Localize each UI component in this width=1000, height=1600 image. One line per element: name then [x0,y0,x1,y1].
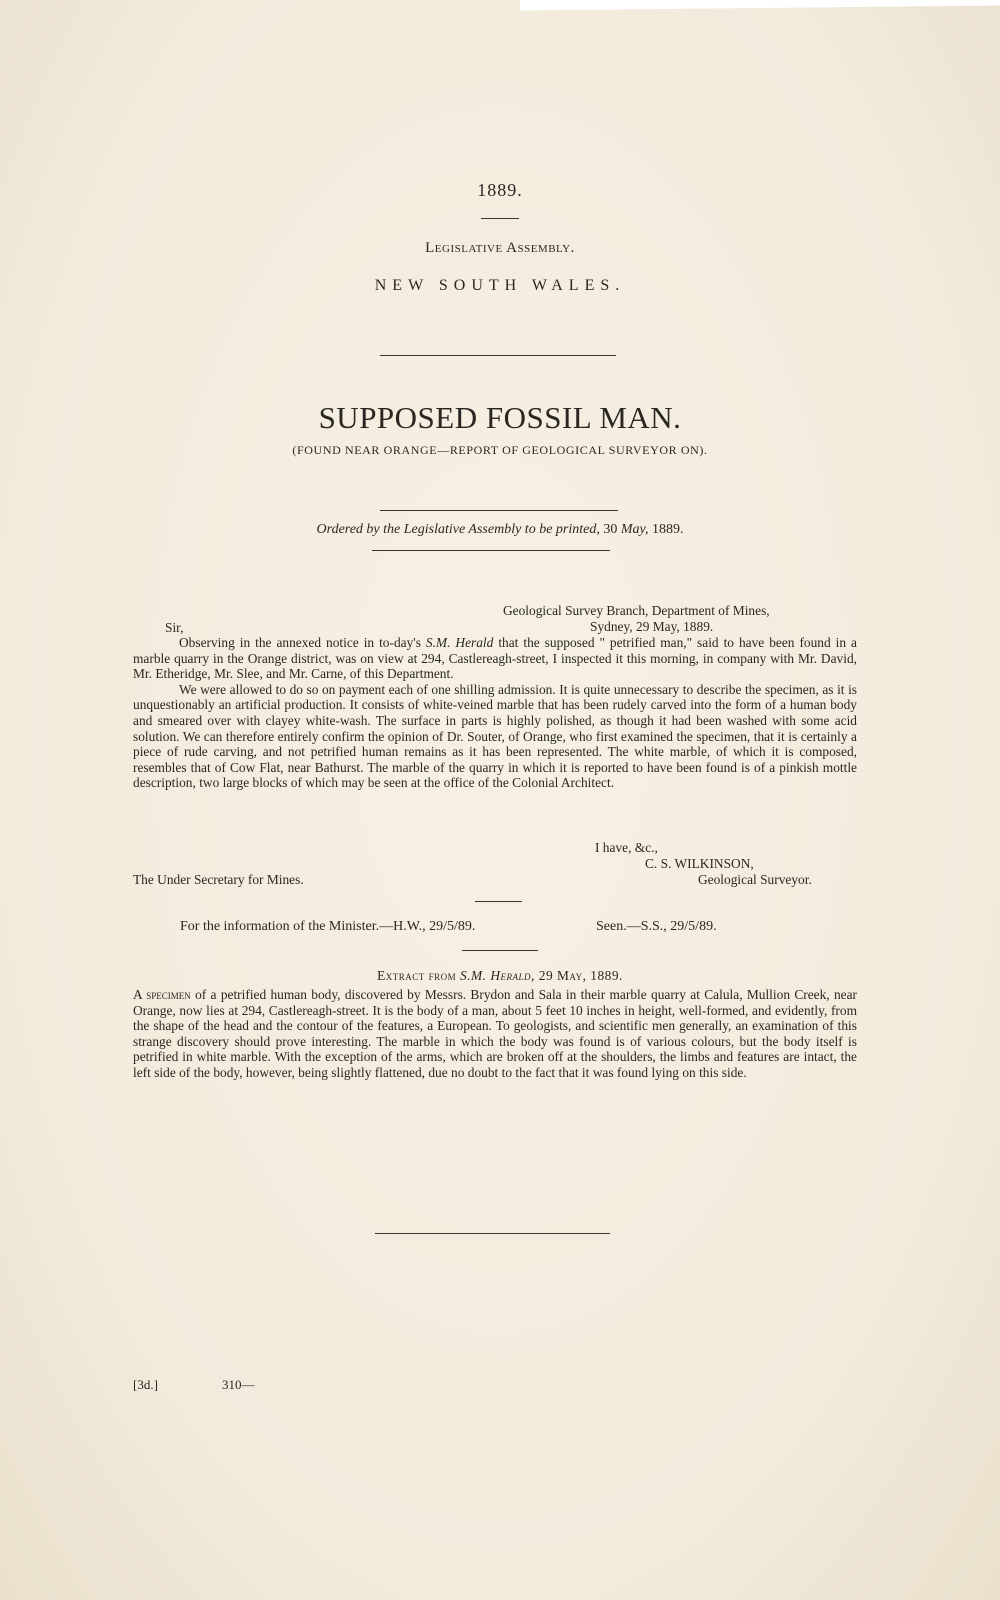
salutation: Sir, [165,620,184,635]
order-year: 1889. [651,522,684,537]
price-mark: [3d.] [133,1377,158,1392]
signer-title: Geological Surveyor. [698,872,812,887]
newspaper-name: S.M. Herald [425,635,494,650]
printing-order [0,522,1000,538]
extract-paragraph: A specimen of a petrified human body, discovered by Messrs. Brydon and Sala in their marble quarry at Calula, Mullion Creek, near Orange, now lies at 294, Castlereagh-street. It is the body of a man, about 5 feet 10 inches in height, well-formed, and evidently, from the shape of the head and the contour of the features, a European. To geologists, and scientific men generally, an examination of this strange discovery should prove interesting. The marble in which the body was found is of various colours, but the body itself is petrified in white marble. With the exception of the arms, which are broken off at the shoulders, the limbs and features are intact, the left side of the body, however, being slightly flattened, due no doubt to the fact that it was found lying on this side. [133,987,857,1080]
divider [372,550,610,551]
document-title: SUPPOSED FOSSIL MAN. [318,400,682,435]
year-heading: 1889. [477,180,523,200]
extract-lead: A specimen [133,987,191,1002]
letter-body [133,635,857,791]
order-text: Ordered by the Legislative Assembly to be printed, [316,522,600,537]
extract-body [133,987,857,1081]
extract-heading: Extract from S.M. Herald, 29 May, 1889. [377,968,623,983]
newspaper-name: S.M. Herald, [459,968,535,983]
letter-date: Sydney, 29 May, 1889. [590,619,714,634]
letter-paragraph: We were allowed to do so on payment each of one shilling admission. It is quite unnecessary to describe the specimen, as it is unquestionably an artificial production. It consists of white-veined marble that has been rudely carved into the form of a human body and smeared over with clayey white-wash. The surface in parts is highly polished, as though it had been washed with some acid solution. We can therefore entirely confirm the opinion of Dr. Souter, of Orange, who first examined the specimen, that it is certainly a piece of rude carving, and not petrified human remains as it has been represented. The white marble, of which it is composed, resembles that of Cow Flat, near Bathurst. The marble of the quarry in which it is reported to have been found is of a pinkish mottle description, two large blocks of which may be seen at the office of the Colonial Architect. [133,681,857,791]
divider [380,355,616,356]
colony-heading: NEW SOUTH WALES. [374,277,626,294]
torn-edge [520,0,1000,11]
divider [380,510,618,511]
divider [462,950,538,951]
print-number: 310— [222,1377,255,1392]
letter-paragraph: Observing in the annexed notice in to-day's S.M. Herald that the supposed " petrified man," said to have been found in a marble quarry in the Orange district, was on view at 294, Castlereagh-street, I inspected it this morning, in company with Mr. David, Mr. Etheridge, Mr. Slee, and Mr. Carne, of this Department. [133,635,857,682]
signer-name: C. S. WILKINSON, [645,856,754,871]
letter-closing: I have, &c., [595,840,658,855]
divider [481,218,519,219]
addressee: The Under Secretary for Mines. [133,872,304,887]
letter-address: Geological Survey Branch, Department of Mines, [503,603,770,618]
order-month: May, [620,522,649,537]
divider [475,901,522,902]
minute-left: For the information of the Minister.—H.W., 29/5/89. [180,919,476,934]
divider [375,1233,610,1234]
house-heading: Legislative Assembly. [425,240,575,256]
order-day: 30 [603,522,618,537]
minute-right: Seen.—S.S., 29/5/89. [596,919,717,934]
document-subtitle: (FOUND NEAR ORANGE—REPORT OF GEOLOGICAL SURVEYOR ON). [292,443,708,457]
